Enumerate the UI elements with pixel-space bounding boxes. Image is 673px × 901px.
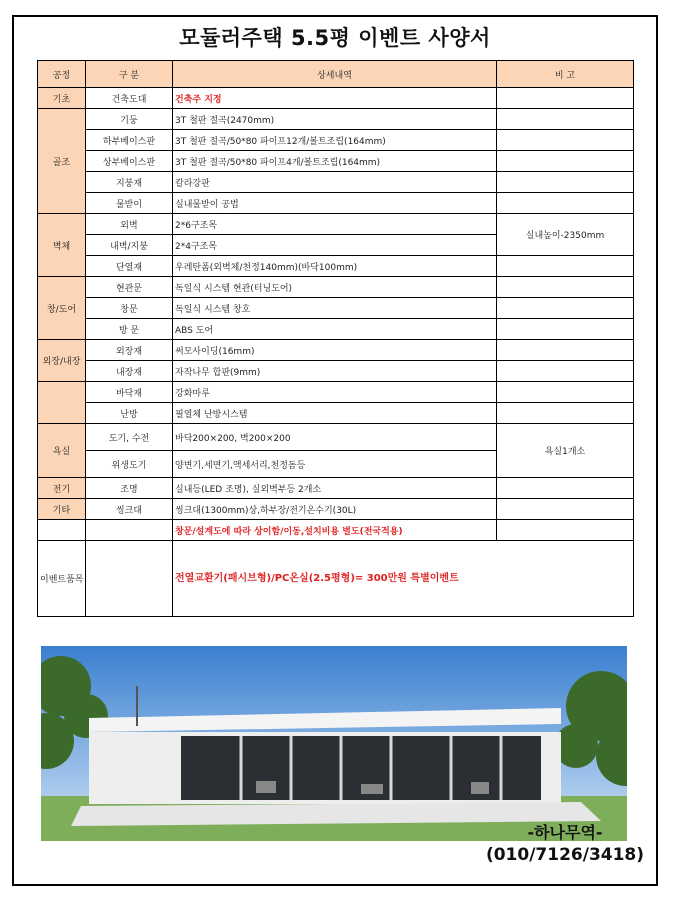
- category-cell: 창문: [86, 298, 173, 319]
- table-row: [38, 88, 634, 109]
- process-cell: 골조: [38, 109, 86, 214]
- table-row: [38, 478, 634, 499]
- table-row: [38, 499, 634, 520]
- category-cell: 하부베이스판: [86, 130, 173, 151]
- table-row: [38, 541, 634, 617]
- note-cell: [497, 499, 634, 520]
- detail-cell: 바닥200×200, 벽200×200: [173, 424, 497, 451]
- company-name: -하나무역-: [527, 823, 603, 842]
- category-cell: 도기, 수전: [86, 424, 173, 451]
- category-cell: 위생도기: [86, 451, 173, 478]
- detail-cell: 3T 철판 절곡/50*80 파이프12개/볼트조립(164mm): [173, 130, 497, 151]
- category-cell: 난방: [86, 403, 173, 424]
- process-cell: [38, 520, 86, 541]
- detail-cell: 칼라강판: [173, 172, 497, 193]
- note-cell: [497, 193, 634, 214]
- note-cell: [497, 88, 634, 109]
- note-cell: [497, 172, 634, 193]
- note-cell: [497, 361, 634, 382]
- table-row: [38, 256, 634, 277]
- house-photo: [41, 646, 627, 841]
- note-cell: 욕실1개소: [497, 424, 634, 478]
- category-cell: 내장재: [86, 361, 173, 382]
- detail-cell: 실내물받이 공법: [173, 193, 497, 214]
- category-cell: 단열재: [86, 256, 173, 277]
- company-contact: [460, 820, 670, 865]
- detail-cell: 양변기,세면기,액세서리,천정돔등: [173, 451, 497, 478]
- table-row: [38, 424, 634, 451]
- note-cell: [497, 130, 634, 151]
- spec-table: [37, 60, 634, 617]
- note-cell: [497, 256, 634, 277]
- category-cell: 상부베이스판: [86, 151, 173, 172]
- header-note: 비 고: [497, 61, 634, 88]
- process-cell: 외장/내장: [38, 340, 86, 382]
- detail-cell: 2*4구조목: [173, 235, 497, 256]
- table-row: [38, 193, 634, 214]
- note-cell: [497, 403, 634, 424]
- table-row: [38, 109, 634, 130]
- category-cell: 건축도대: [86, 88, 173, 109]
- process-cell: 창/도어: [38, 277, 86, 340]
- process-cell: 벽체: [38, 214, 86, 277]
- detail-cell: 2*6구조목: [173, 214, 497, 235]
- detail-cell: 창문/설계도에 따라 상이함/이동,설치비용 별도(전국적용): [173, 520, 497, 541]
- table-row: [38, 382, 634, 403]
- note-cell: [497, 298, 634, 319]
- detail-cell: 강화마루: [173, 382, 497, 403]
- process-cell: 전기: [38, 478, 86, 499]
- detail-cell: 3T 철판 절곡/50*80 파이프4개/볼트조립(164mm): [173, 151, 497, 172]
- detail-cell: 독일식 시스템 창호: [173, 298, 497, 319]
- detail-cell: 써모사이딩(16mm): [173, 340, 497, 361]
- category-cell: [86, 541, 173, 617]
- category-cell: [86, 520, 173, 541]
- category-cell: 현관문: [86, 277, 173, 298]
- note-cell: [497, 478, 634, 499]
- table-row: [38, 277, 634, 298]
- table-row: [38, 214, 634, 235]
- detail-cell: 우레탄폼(외벽체/천정140mm)(바닥100mm): [173, 256, 497, 277]
- table-row: [38, 403, 634, 424]
- detail-cell: 씽크대(1300mm)상,하부장/전기온수기(30L): [173, 499, 497, 520]
- note-cell: [497, 520, 634, 541]
- detail-cell: 전열교환기(패시브형)/PC온실(2.5평형)= 300만원 특별이벤트: [173, 541, 634, 617]
- note-cell: [497, 340, 634, 361]
- category-cell: 조명: [86, 478, 173, 499]
- note-cell: [497, 109, 634, 130]
- table-row: [38, 361, 634, 382]
- detail-cell: 실내등(LED 조명), 실외벽부등 2개소: [173, 478, 497, 499]
- detail-cell: 건축주 지정: [173, 88, 497, 109]
- category-cell: 지붕재: [86, 172, 173, 193]
- table-row: [38, 130, 634, 151]
- note-cell: [497, 277, 634, 298]
- process-cell: 이벤트품목: [38, 541, 86, 617]
- note-cell: [497, 151, 634, 172]
- process-cell: [38, 382, 86, 424]
- header-category: 구 분: [86, 61, 173, 88]
- category-cell: 외벽: [86, 214, 173, 235]
- category-cell: 기둥: [86, 109, 173, 130]
- detail-cell: 필열체 난방시스템: [173, 403, 497, 424]
- note-cell: [497, 382, 634, 403]
- category-cell: 외장재: [86, 340, 173, 361]
- table-row: [38, 520, 634, 541]
- category-cell: 방 문: [86, 319, 173, 340]
- process-cell: 기초: [38, 88, 86, 109]
- table-row: [38, 172, 634, 193]
- category-cell: 내벽/지붕: [86, 235, 173, 256]
- company-phone: (010/7126/3418): [485, 845, 645, 865]
- detail-cell: 자작나무 합판(9mm): [173, 361, 497, 382]
- table-header-row: [38, 61, 634, 88]
- process-cell: 욕실: [38, 424, 86, 478]
- category-cell: 물받이: [86, 193, 173, 214]
- category-cell: 바닥재: [86, 382, 173, 403]
- detail-cell: ABS 도어: [173, 319, 497, 340]
- table-row: [38, 151, 634, 172]
- table-row: [38, 340, 634, 361]
- detail-cell: 3T 철판 절곡(2470mm): [173, 109, 497, 130]
- process-cell: 기타: [38, 499, 86, 520]
- table-row: [38, 319, 634, 340]
- table-row: [38, 298, 634, 319]
- detail-cell: 독일식 시스템 현관(터닝도어): [173, 277, 497, 298]
- header-detail: 상세내역: [173, 61, 497, 88]
- note-cell: 실내높이-2350mm: [497, 214, 634, 256]
- note-cell: [497, 319, 634, 340]
- header-process: 공정: [38, 61, 86, 88]
- page-title: 모듈러주택 5.5평 이벤트 사양서: [179, 26, 491, 50]
- category-cell: 씽크대: [86, 499, 173, 520]
